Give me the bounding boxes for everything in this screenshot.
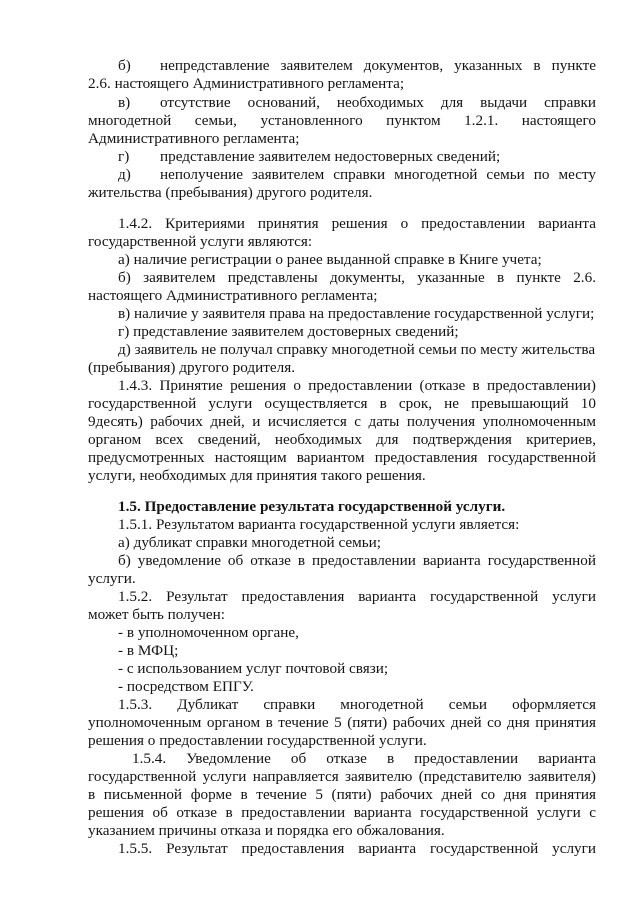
- text-line: отсутствие оснований, необходимых для выдачи справки: [160, 94, 596, 111]
- paragraph-1-5-2: 1.5.2. Результат предоставления варианта государственной услуги: [118, 588, 596, 605]
- text-line: органом всех сведений, необходимых для подтверждения критериев,: [88, 431, 596, 448]
- text-line: 9десять) рабочих дней, и исчисляется с даты получения уполномоченным: [88, 413, 596, 430]
- text-line: государственной услуги направляется заявителю (представителю заявителя): [88, 768, 596, 785]
- text-line: непредставление заявителем документов, указанных в пункте: [160, 57, 596, 74]
- list-item: - в МФЦ;: [118, 642, 179, 659]
- text-line: услуги, необходимых для принятия такого решения.: [88, 467, 426, 484]
- text-line: решения об отказе в предоставлении варианта государственной услуги с: [88, 804, 596, 821]
- list-item: б) заявителем представлены документы, указанные в пункте 2.6.: [118, 269, 596, 286]
- text-line: решения о предоставлении государственной услуги.: [88, 732, 427, 749]
- paragraph-1-5-3: 1.5.3. Дубликат справки многодетной семьи оформляется: [118, 696, 596, 713]
- item-label-b: б): [118, 57, 131, 74]
- paragraph-1-4-3: 1.4.3. Принятие решения о предоставлении (отказе в предоставлении): [118, 377, 596, 394]
- text-line: жительства (пребывания) другого родителя.: [88, 184, 373, 201]
- text-line: может быть получен:: [88, 606, 226, 623]
- text-line: услуги.: [88, 570, 136, 587]
- text-line: предусмотренных настоящим вариантом предоставления государственной: [88, 449, 596, 466]
- text-line: представление заявителем недостоверных сведений;: [160, 148, 501, 165]
- text-line: неполучение заявителем справки многодетной семьи по месту: [160, 166, 596, 183]
- list-item: а) дубликат справки многодетной семьи;: [118, 534, 382, 551]
- text-line: в письменной форме в течение 5 (пяти) рабочих дней со дня принятия: [88, 786, 596, 803]
- item-label-g: г): [118, 148, 130, 165]
- text-line: настоящего Административного регламента;: [88, 287, 378, 304]
- text-line: государственной услуги являются:: [88, 233, 313, 250]
- list-item: - в уполномоченном органе,: [118, 624, 299, 641]
- text-line: государственной услуги осуществляется в срок, не превышающий 10: [88, 395, 596, 412]
- text-line: Административного регламента;: [88, 130, 300, 147]
- section-heading-1-5: 1.5. Предоставление результата государственной услуги.: [118, 498, 506, 515]
- paragraph-1-5-4: 1.5.4. Уведомление об отказе в предоставлении варианта: [132, 750, 596, 767]
- text-line: уполномоченным органом в течение 5 (пяти) рабочих дней со дня принятия: [88, 714, 596, 731]
- paragraph-1-5-5: 1.5.5. Результат предоставления варианта государственной услуги: [118, 840, 596, 857]
- list-item: - посредством ЕПГУ.: [118, 678, 254, 695]
- text-line: 2.6. настоящего Административного регламента;: [88, 75, 405, 92]
- list-item: д) заявитель не получал справку многодетной семьи по месту жительства: [118, 341, 596, 358]
- text-line: многодетной семьи, установленного пунктом 1.2.1. настоящего: [88, 112, 596, 129]
- item-label-v: в): [118, 94, 131, 111]
- text-line: (пребывания) другого родителя.: [88, 359, 296, 376]
- paragraph-1-4-2: 1.4.2. Критериями принятия решения о предоставлении варианта: [118, 215, 596, 232]
- paragraph-1-5-1: 1.5.1. Результатом варианта государственной услуги является:: [118, 516, 520, 533]
- list-item: б) уведомление об отказе в предоставлении варианта государственной: [118, 552, 596, 569]
- item-label-d: д): [118, 166, 131, 183]
- list-item: г) представление заявителем достоверных сведений;: [118, 323, 459, 340]
- list-item: - с использованием услуг почтовой связи;: [118, 660, 389, 677]
- text-line: указанием причины отказа и порядка его обжалования.: [88, 822, 445, 839]
- list-item: а) наличие регистрации о ранее выданной справке в Книге учета;: [118, 251, 542, 268]
- list-item: в) наличие у заявителя права на предоставление государственной услуги;: [118, 305, 595, 322]
